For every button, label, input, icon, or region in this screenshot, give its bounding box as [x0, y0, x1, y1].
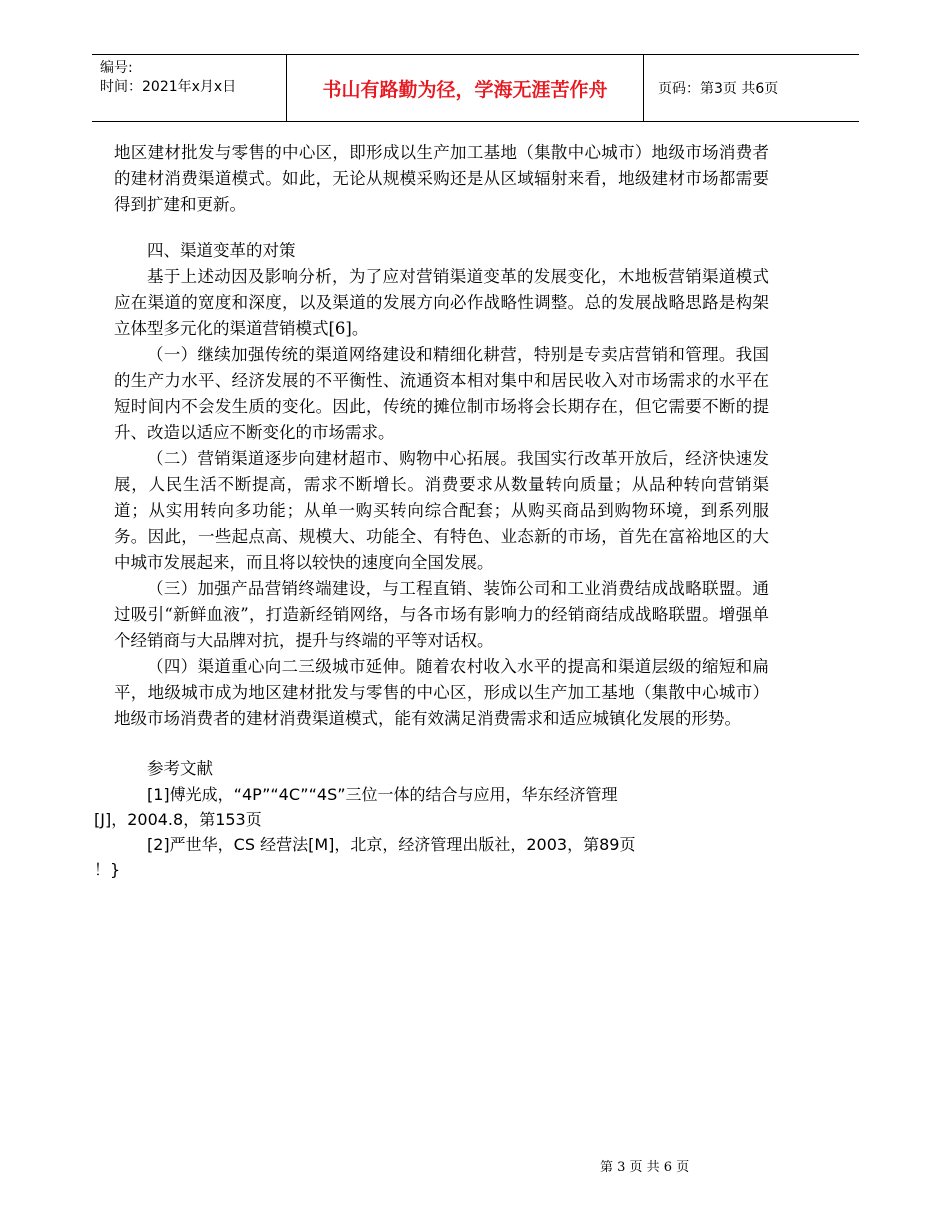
- header-motto: 书山有路勤为径，学海无涯苦作舟: [286, 55, 644, 121]
- section-heading: 四、渠道变革的对策: [147, 241, 296, 260]
- page-footer: 第 3 页 共 6 页: [600, 1160, 690, 1175]
- document-time-label: 时间：2021年x月x日: [100, 79, 237, 95]
- reference-2: [2]严世华，CS 经营法[M]，北京，经济管理出版社，2003，第89页: [147, 835, 636, 854]
- document-body: [94, 140, 769, 882]
- paragraph-strategy-1: （一）继续加强传统的渠道网络建设和精细化耕营，特别是专卖店营销和管理。我国的生产力水平、经济发展的不平衡性、流通资本相对集中和居民收入对市场需求的水平在短时间内不会发生质的变化。因此，传统的摊位制市场将会长期存在，但它需要不断的提升、改造以适应不断变化的市场需求。: [114, 345, 769, 442]
- reference-1: [1]傅光成，“4P”“4C”“4S”三位一体的结合与应用，华东经济管理: [147, 785, 618, 804]
- paragraph-strategy-4: （四）渠道重心向二三级城市延伸。随着农村收入水平的提高和渠道层级的缩短和扁平，地级城市成为地区建材批发与零售的中心区，形成以生产加工基地（集散中心城市）地级市场消费者的建材消费渠道模式，能有效满足消费需求和适应城镇化发展的形势。: [114, 657, 769, 728]
- reference-1-continued: [J]，2004.8，第153页: [94, 810, 262, 829]
- references-title: 参考文献: [147, 759, 213, 778]
- paragraph-continued: 地区建材批发与零售的中心区，即形成以生产加工基地（集散中心城市）地级市场消费者的建材消费渠道模式。如此，无论从规模采购还是从区域辐射来看，地级建材市场都需要得到扩建和更新。: [114, 143, 769, 214]
- paragraph-strategy-2: （二）营销渠道逐步向建材超市、购物中心拓展。我国实行改革开放后，经济快速发展，人民生活不断提高，需求不断增长。消费要求从数量转向质量；从品种转向营销渠道；从实用转向多功能；从单一购买转向综合配套；从购买商品到购物环境，到系列服务。因此，一些起点高、规模大、功能全、有特色、业态新的市场，首先在富裕地区的大中城市发展起来，而且将以较快的速度向全国发展。: [114, 449, 769, 572]
- header-page-number: 页码：第3页 共6页: [658, 81, 779, 97]
- paragraph-overview: 基于上述动因及影响分析，为了应对营销渠道变革的发展变化，木地板营销渠道模式应在渠道的宽度和深度，以及渠道的发展方向必作战略性调整。总的发展战略思路是构架立体型多元化的渠道营销模式[6]。: [114, 267, 769, 338]
- reference-2-continued: ！}: [94, 860, 121, 879]
- paragraph-strategy-3: （三）加强产品营销终端建设，与工程直销、装饰公司和工业消费结成战略联盟。通过吸引“新鲜血液”，打造新经销网络，与各市场有影响力的经销商结成战略联盟。增强单个经销商与大品牌对抗，提升与终端的平等对话权。: [114, 579, 769, 650]
- document-number-label: 编号:: [100, 60, 133, 76]
- page-header: [92, 54, 859, 122]
- header-meta: [100, 59, 236, 97]
